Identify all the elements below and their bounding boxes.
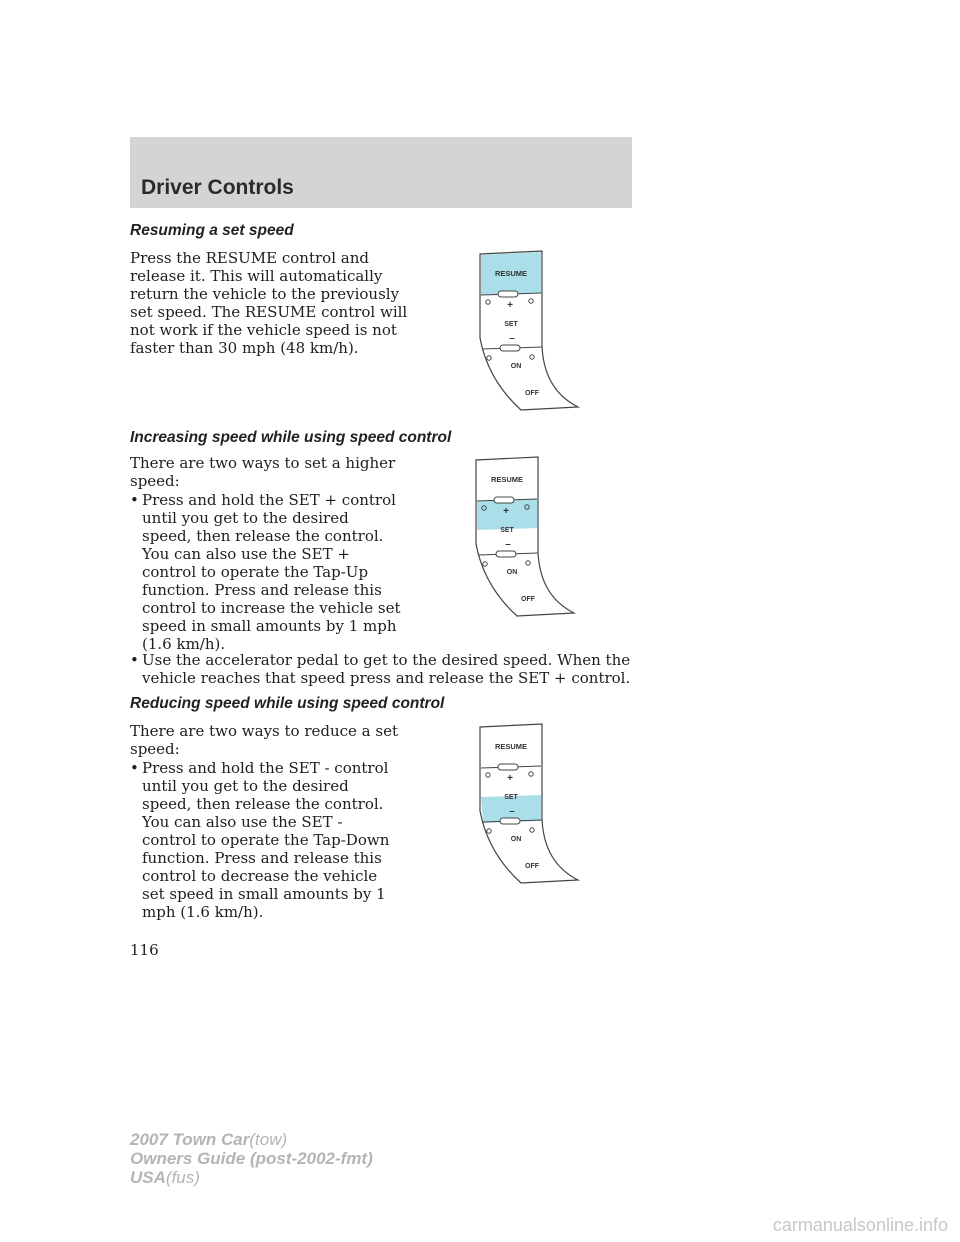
toggle-pill [496,551,516,557]
label-on: ON [506,569,518,576]
section-heading-resuming: Resuming a set speed [130,222,294,239]
indicator-dot [530,355,534,359]
indicator-dot [487,356,491,360]
footer [130,1130,373,1187]
label-resume: RESUME [494,742,528,751]
bullet-glyph: • [130,491,139,509]
section-heading-reducing: Reducing speed while using speed control [130,695,445,712]
section-heading-increasing: Increasing speed while using speed control [130,429,452,446]
page-number: 116 [130,941,159,959]
indicator-dot [530,828,534,832]
indicator-dot [529,299,533,303]
toggle-pill [500,818,520,824]
speed-control-diagram-set-plus [472,456,576,618]
text-line: speed in small amounts by 1 mph [142,617,397,635]
text-line: speed, then release the control. [142,795,384,813]
indicator-dot [526,561,530,565]
text-line: You can also use the SET + [142,545,350,563]
label-plus: + [503,506,509,517]
label-set: SET [504,321,518,328]
label-plus: + [507,773,513,784]
bullet-glyph: • [130,759,139,777]
text-line: mph (1.6 km/h). [142,903,264,921]
text-line: release it. This will automatically [130,267,383,285]
toggle-pill [494,497,514,503]
text-line: control to operate the Tap-Up [142,563,369,581]
label-resume: RESUME [494,269,528,278]
text-line: control to decrease the vehicle [142,867,378,885]
label-plus: + [507,300,513,311]
bullet-glyph: • [130,651,139,669]
text-line: function. Press and release this [142,581,382,599]
indicator-dot [529,772,533,776]
text-line: You can also use the SET - [142,813,343,831]
indicator-dot [483,562,487,566]
indicator-dot [487,829,491,833]
label-set: SET [504,794,518,801]
label-off: OFF [521,596,535,603]
intro-line: There are two ways to reduce a set [130,722,399,740]
text-line: Press the RESUME control and [130,249,369,267]
speed-control-diagram-resume [476,250,580,412]
label-minus: – [509,333,515,344]
text-line: vehicle reaches that speed press and release the SET + control. [142,669,631,687]
label-set: SET [500,527,514,534]
toggle-pill [500,345,520,351]
text-line: control to increase the vehicle set [142,599,401,617]
watermark: carmanualsonline.info [772,1215,948,1235]
intro-line: speed: [130,740,180,758]
text-line: until you get to the desired [142,777,349,795]
text-line: until you get to the desired [142,509,349,527]
text-line: speed, then release the control. [142,527,384,545]
label-minus: – [509,806,515,817]
label-on: ON [510,363,522,370]
page-title: Driver Controls [141,176,294,199]
speed-control-diagram-set-minus [476,723,580,885]
indicator-dot [486,773,490,777]
toggle-pill [498,764,518,770]
footer-line: 2007 Town Car(tow) [130,1130,288,1149]
text-line: Press and hold the SET - control [142,759,389,777]
footer-line: USA(fus) [130,1168,200,1187]
label-on: ON [510,836,522,843]
footer-line: Owners Guide (post-2002-fmt) [130,1149,373,1168]
text-line: set speed in small amounts by 1 [142,885,386,903]
indicator-dot [486,300,490,304]
label-off: OFF [525,863,539,870]
text-line: function. Press and release this [142,849,382,867]
text-line: return the vehicle to the previously [130,285,400,303]
label-minus: – [505,539,511,550]
text-line: not work if the vehicle speed is not [130,321,397,339]
text-line: control to operate the Tap-Down [142,831,390,849]
intro-line: There are two ways to set a higher [130,454,396,472]
text-line: set speed. The RESUME control will [130,303,408,321]
intro-line: speed: [130,472,180,490]
label-resume: RESUME [490,475,524,484]
toggle-pill [498,291,518,297]
text-line: Use the accelerator pedal to get to the desired speed. When the [142,651,631,669]
text-line: (1.6 km/h). [142,635,226,653]
text-line: Press and hold the SET + control [142,491,396,509]
text-line: faster than 30 mph (48 km/h). [130,339,359,357]
label-off: OFF [525,390,539,397]
